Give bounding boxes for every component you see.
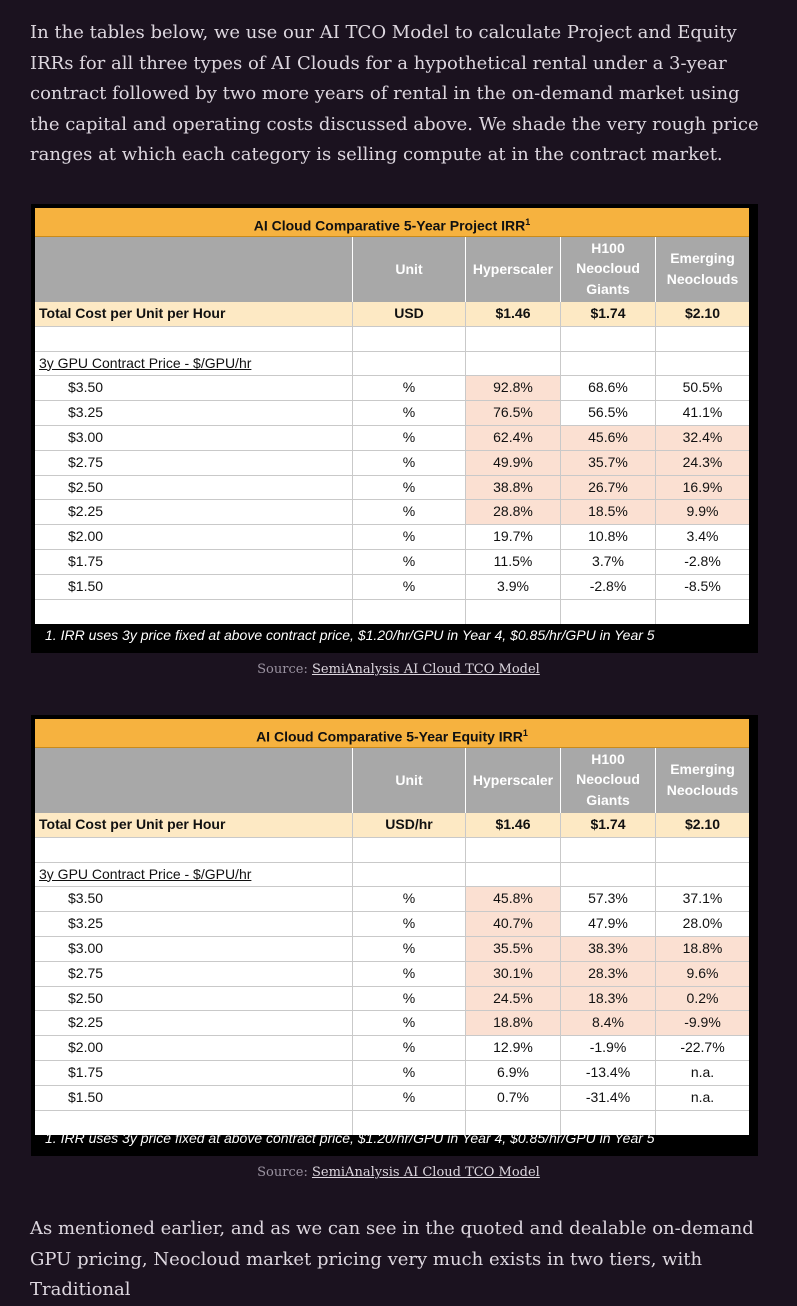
- irr-cell: 28.0%: [655, 912, 749, 936]
- total-cost-value: $1.46: [465, 302, 560, 326]
- unit-cell: %: [352, 426, 465, 450]
- total-cost-row: [35, 813, 749, 838]
- table-row: [35, 1011, 749, 1036]
- table-title-text: AI Cloud Comparative 5-Year Equity IRR: [256, 728, 523, 745]
- table-row: [35, 426, 749, 451]
- price-cell: $1.50: [68, 577, 104, 594]
- source-prefix: Source:: [257, 1165, 312, 1180]
- total-cost-unit: USD/hr: [352, 813, 465, 837]
- irr-cell: 28.3%: [560, 962, 655, 986]
- irr-cell: 41.1%: [655, 401, 749, 425]
- irr-cell: 0.7%: [465, 1086, 560, 1110]
- figure-source: [0, 1165, 797, 1180]
- blank-row: [35, 600, 749, 625]
- total-cost-value: $1.74: [560, 813, 655, 837]
- unit-cell: %: [352, 451, 465, 475]
- blank-cell: [560, 838, 655, 862]
- total-cost-value: $1.74: [560, 302, 655, 326]
- header-unit: Unit: [352, 237, 465, 302]
- irr-cell: 18.8%: [465, 1011, 560, 1035]
- blank-cell: [352, 600, 465, 625]
- irr-cell: 76.5%: [465, 401, 560, 425]
- unit-cell: %: [352, 962, 465, 986]
- irr-cell: 30.1%: [465, 962, 560, 986]
- table-title: [35, 208, 749, 237]
- unit-cell: %: [352, 1011, 465, 1035]
- irr-cell: 18.8%: [655, 937, 749, 961]
- irr-cell: 3.7%: [560, 550, 655, 574]
- price-cell: $2.50: [68, 989, 104, 1006]
- total-cost-label: Total Cost per Unit per Hour: [39, 305, 226, 321]
- irr-cell: 19.7%: [465, 525, 560, 549]
- irr-cell: n.a.: [655, 1086, 749, 1110]
- total-cost-row: [35, 302, 749, 327]
- irr-cell: 0.2%: [655, 987, 749, 1011]
- irr-cell: 57.3%: [560, 887, 655, 911]
- table-row: [35, 550, 749, 575]
- irr-cell: 18.5%: [560, 500, 655, 524]
- unit-cell: %: [352, 476, 465, 500]
- total-cost-label: Total Cost per Unit per Hour: [39, 816, 226, 832]
- irr-cell: 40.7%: [465, 912, 560, 936]
- section-row: [35, 352, 749, 377]
- unit-cell: %: [352, 500, 465, 524]
- irr-cell: 16.9%: [655, 476, 749, 500]
- header-blank: [35, 748, 352, 813]
- table-title-footnote-marker: 1: [522, 728, 528, 738]
- irr-cell: 37.1%: [655, 887, 749, 911]
- source-link[interactable]: SemiAnalysis AI Cloud TCO Model: [311, 1165, 540, 1180]
- irr-cell: 49.9%: [465, 451, 560, 475]
- source-link[interactable]: SemiAnalysis AI Cloud TCO Model: [311, 662, 540, 677]
- unit-cell: %: [352, 550, 465, 574]
- table-row: [35, 401, 749, 426]
- header-line: Neocloud: [576, 260, 640, 277]
- header-line: Emerging: [670, 761, 735, 777]
- price-cell: $3.00: [68, 939, 104, 956]
- blank-cell: [35, 327, 352, 351]
- total-cost-unit: USD: [352, 302, 465, 326]
- price-cell: $2.00: [68, 1039, 104, 1056]
- price-cell: $1.75: [68, 552, 104, 569]
- blank-cell: [655, 600, 749, 625]
- price-cell: $2.25: [68, 503, 104, 520]
- irr-cell: -2.8%: [560, 575, 655, 599]
- header-line: Emerging: [670, 250, 735, 266]
- unit-cell: %: [352, 987, 465, 1011]
- header-hyperscaler: Hyperscaler: [465, 748, 560, 813]
- price-cell: $3.50: [68, 890, 104, 907]
- irr-cell: 11.5%: [465, 550, 560, 574]
- blank-cell: [560, 327, 655, 351]
- price-cell: $2.75: [68, 453, 104, 470]
- header-line: Neoclouds: [666, 781, 739, 798]
- footnote: 1. IRR uses 3y price fixed at above contract price, $1.20/hr/GPU in Year 4, $0.85/hr/GPU in Year 5: [45, 627, 655, 643]
- unit-cell: %: [352, 575, 465, 599]
- irr-cell: 35.5%: [465, 937, 560, 961]
- unit-cell: %: [352, 1061, 465, 1085]
- irr-cell: 3.9%: [465, 575, 560, 599]
- blank-cell: [465, 600, 560, 625]
- unit-cell: %: [352, 1036, 465, 1060]
- irr-cell: -8.5%: [655, 575, 749, 599]
- irr-cell: -13.4%: [560, 1061, 655, 1085]
- header-line: Giants: [586, 280, 630, 297]
- blank-cell: [655, 838, 749, 862]
- header-neocloud-giants: [560, 748, 655, 813]
- irr-cell: -2.8%: [655, 550, 749, 574]
- irr-cell: -31.4%: [560, 1086, 655, 1110]
- blank-cell: [655, 352, 749, 376]
- price-cell: $3.25: [68, 404, 104, 421]
- unit-cell: %: [352, 937, 465, 961]
- header-hyperscaler: Hyperscaler: [465, 237, 560, 302]
- intro-paragraph: In the tables below, we use our AI TCO Model to calculate Project and Equity IRRs for all three types of AI Clouds for a hypothetical rental under a 3-year contract followed by two more years of rental in the on-demand market using the capital and operating costs discussed above. We shade the very rough price ranges at which each category is selling compute at in the contract market.: [30, 22, 759, 165]
- blank-cell: [35, 600, 352, 625]
- irr-cell: n.a.: [655, 1061, 749, 1085]
- header-blank: [35, 237, 352, 302]
- table-row: [35, 500, 749, 525]
- header-line: Neoclouds: [666, 270, 739, 287]
- irr-cell: 50.5%: [655, 376, 749, 400]
- irr-cell: 68.6%: [560, 376, 655, 400]
- outro-paragraph: As mentioned earlier, and as we can see in the quoted and dealable on-demand GPU pricing, Neocloud market pricing very much exists in two tiers, with Traditional: [30, 1218, 754, 1300]
- blank-cell: [465, 838, 560, 862]
- blank-cell: [352, 352, 465, 376]
- irr-cell: -9.9%: [655, 1011, 749, 1035]
- price-cell: $1.75: [68, 1063, 104, 1080]
- irr-cell: -22.7%: [655, 1036, 749, 1060]
- table-row: [35, 476, 749, 501]
- table-row: [35, 451, 749, 476]
- unit-cell: %: [352, 912, 465, 936]
- irr-cell: 6.9%: [465, 1061, 560, 1085]
- section-label: 3y GPU Contract Price - $/GPU/hr: [39, 865, 252, 882]
- blank-cell: [655, 327, 749, 351]
- irr-cell: 18.3%: [560, 987, 655, 1011]
- total-cost-value: $2.10: [655, 302, 749, 326]
- table-title-text: AI Cloud Comparative 5-Year Project IRR: [253, 217, 526, 234]
- blank-cell: [560, 863, 655, 887]
- blank-row: [35, 838, 749, 863]
- irr-cell: 24.3%: [655, 451, 749, 475]
- irr-cell: 10.8%: [560, 525, 655, 549]
- table-row: [35, 575, 749, 600]
- unit-cell: %: [352, 887, 465, 911]
- irr-cell: 24.5%: [465, 987, 560, 1011]
- blank-cell: [352, 327, 465, 351]
- table-row: [35, 1036, 749, 1061]
- price-cell: $3.50: [68, 379, 104, 396]
- irr-cell: 12.9%: [465, 1036, 560, 1060]
- table-row: [35, 987, 749, 1012]
- irr-cell: 56.5%: [560, 401, 655, 425]
- irr-cell: 28.8%: [465, 500, 560, 524]
- header-emerging-neoclouds: [655, 748, 749, 813]
- irr-cell: 92.8%: [465, 376, 560, 400]
- header-neocloud-giants: [560, 237, 655, 302]
- irr-cell: 38.8%: [465, 476, 560, 500]
- irr-cell: 26.7%: [560, 476, 655, 500]
- price-cell: $3.00: [68, 428, 104, 445]
- blank-cell: [655, 1111, 749, 1136]
- unit-cell: %: [352, 1086, 465, 1110]
- irr-cell: 45.6%: [560, 426, 655, 450]
- table-row: [35, 887, 749, 912]
- irr-cell: 3.4%: [655, 525, 749, 549]
- irr-cell: 8.4%: [560, 1011, 655, 1035]
- table-header: [35, 237, 749, 302]
- irr-cell: 32.4%: [655, 426, 749, 450]
- header-line: H100: [591, 750, 625, 767]
- header-unit: Unit: [352, 748, 465, 813]
- blank-cell: [352, 838, 465, 862]
- table-row: [35, 962, 749, 987]
- blank-cell: [352, 863, 465, 887]
- irr-cell: 47.9%: [560, 912, 655, 936]
- total-cost-value: $2.10: [655, 813, 749, 837]
- blank-cell: [465, 352, 560, 376]
- section-label: 3y GPU Contract Price - $/GPU/hr: [39, 354, 252, 371]
- header-emerging-neoclouds: [655, 237, 749, 302]
- irr-cell: 62.4%: [465, 426, 560, 450]
- equity-irr-figure: [31, 715, 758, 1156]
- table-row: [35, 937, 749, 962]
- blank-cell: [560, 600, 655, 625]
- unit-cell: %: [352, 401, 465, 425]
- price-cell: $2.50: [68, 478, 104, 495]
- price-cell: $2.75: [68, 964, 104, 981]
- irr-cell: 35.7%: [560, 451, 655, 475]
- price-cell: $2.00: [68, 528, 104, 545]
- irr-cell: 9.6%: [655, 962, 749, 986]
- price-cell: $1.50: [68, 1088, 104, 1105]
- table-header: [35, 748, 749, 813]
- blank-cell: [560, 352, 655, 376]
- table-row: [35, 1061, 749, 1086]
- equity-irr-table: [35, 719, 749, 1135]
- price-cell: $2.25: [68, 1014, 104, 1031]
- table-row: [35, 525, 749, 550]
- project-irr-table: [35, 208, 749, 624]
- table-row: [35, 1086, 749, 1111]
- table-title: [35, 719, 749, 748]
- header-line: Neocloud: [576, 771, 640, 788]
- irr-cell: 9.9%: [655, 500, 749, 524]
- blank-cell: [465, 863, 560, 887]
- irr-cell: 45.8%: [465, 887, 560, 911]
- total-cost-value: $1.46: [465, 813, 560, 837]
- blank-cell: [655, 863, 749, 887]
- unit-cell: %: [352, 376, 465, 400]
- figure-source: [0, 662, 797, 677]
- table-title-footnote-marker: 1: [525, 217, 531, 227]
- header-line: Giants: [586, 791, 630, 808]
- footnote: 1. IRR uses 3y price fixed at above contract price, $1.20/hr/GPU in Year 4, $0.85/hr/GPU in Year 5: [45, 1130, 655, 1146]
- blank-cell: [465, 327, 560, 351]
- source-prefix: Source:: [257, 662, 312, 677]
- table-row: [35, 376, 749, 401]
- blank-cell: [35, 838, 352, 862]
- header-line: H100: [591, 239, 625, 256]
- irr-cell: -1.9%: [560, 1036, 655, 1060]
- blank-row: [35, 327, 749, 352]
- project-irr-figure: [31, 204, 758, 653]
- irr-cell: 38.3%: [560, 937, 655, 961]
- price-cell: $3.25: [68, 915, 104, 932]
- unit-cell: %: [352, 525, 465, 549]
- table-row: [35, 912, 749, 937]
- section-row: [35, 863, 749, 888]
